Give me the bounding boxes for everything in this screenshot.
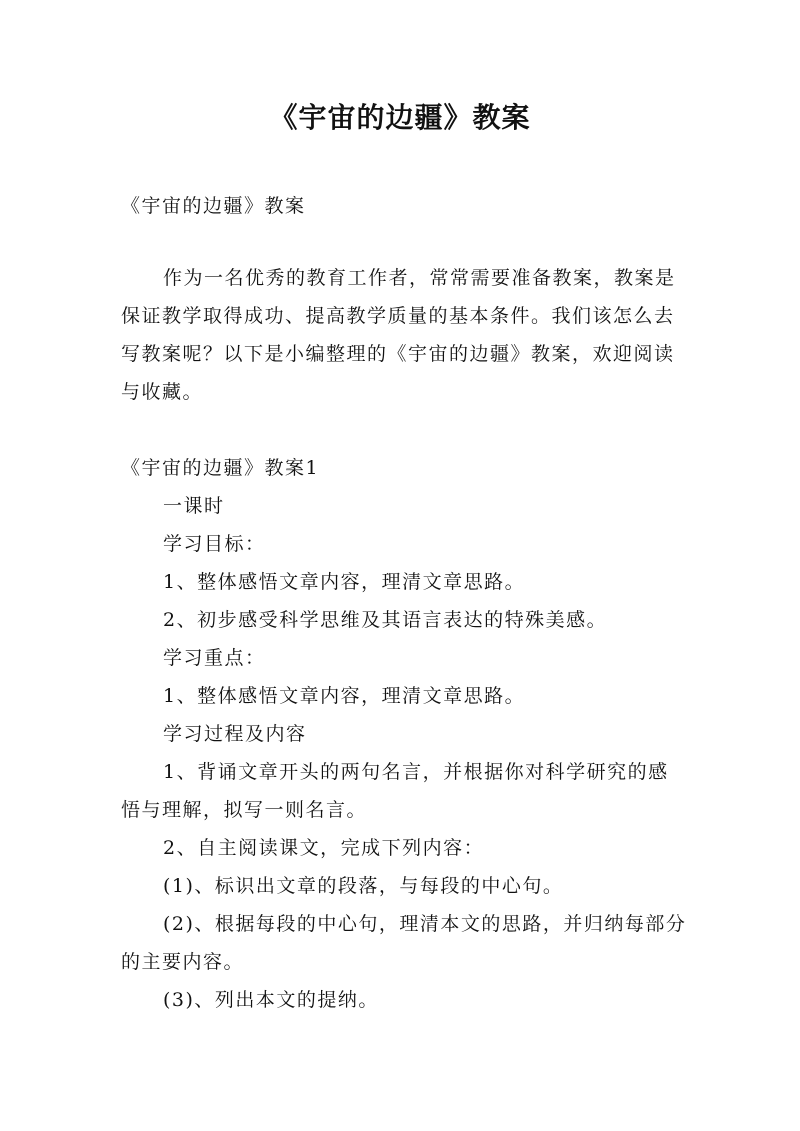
body-line: 学习目标： (163, 533, 266, 555)
body-line: (1)、标识出文章的段落，与每段的中心句。 (163, 875, 564, 897)
document-title: 《宇宙的边疆》教案 (269, 101, 531, 134)
document-body (121, 187, 687, 1019)
body-line: (2)、根据每段的中心句，理清本文的思路，并归纳每部分的主要内容。 (121, 913, 687, 973)
spacer (121, 225, 687, 259)
body-line: 一课时 (163, 495, 225, 517)
body-line: 学习过程及内容 (163, 723, 307, 745)
body-line: 2、初步感受科学思维及其语言表达的特殊美感。 (163, 609, 608, 631)
body-line: 1、整体感悟文章内容，理清文章思路。 (163, 685, 526, 707)
body-line: 学习重点： (163, 647, 266, 669)
section-heading: 《宇宙的边疆》教案1 (121, 457, 320, 479)
body-line: 1、背诵文章开头的两句名言，并根据你对科学研究的感悟与理解，拟写一则名言。 (121, 761, 669, 821)
body-line: 1、整体感悟文章内容，理清文章思路。 (163, 571, 526, 593)
document-subtitle: 《宇宙的边疆》教案 (121, 195, 306, 217)
body-line: 2、自主阅读课文，完成下列内容： (163, 837, 485, 859)
body-line: (3)、列出本文的提纳。 (163, 989, 379, 1011)
spacer (121, 411, 687, 449)
intro-paragraph: 作为一名优秀的教育工作者，常常需要准备教案，教案是保证教学取得成功、提高教学质量的基本条件。我们该怎么去写教案呢？以下是小编整理的《宇宙的边疆》教案，欢迎阅读与收藏。 (121, 267, 676, 403)
